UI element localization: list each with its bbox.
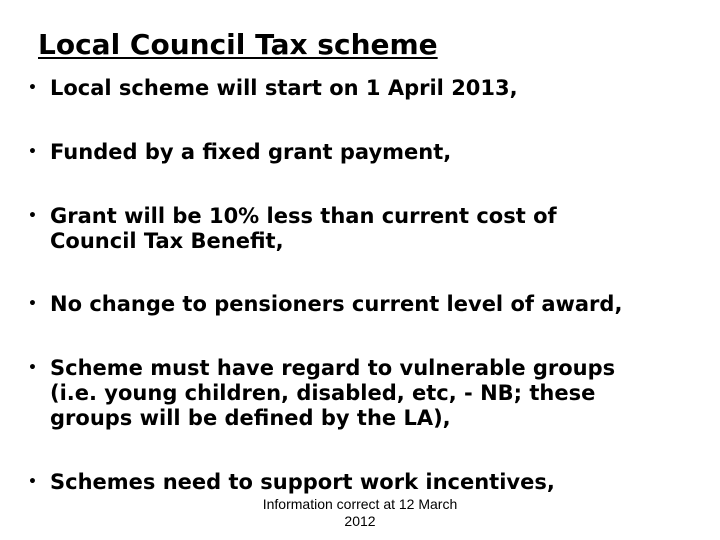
footer-note: [250, 496, 470, 530]
bullet-text: Scheme must have regard to vulnerable groups (i.e. young children, disabled, etc, - NB; these groups will be defined by the LA),: [50, 356, 616, 430]
bullet-item-vulnerable-groups: [28, 356, 708, 431]
bullet-dot-icon: •: [28, 144, 37, 160]
bullet-dot-icon: •: [28, 474, 37, 490]
slide-title: Local Council Tax scheme: [38, 28, 438, 61]
bullet-dot-icon: •: [28, 208, 37, 224]
bullet-text: Schemes need to support work incentives,: [50, 470, 555, 494]
bullet-text: Local scheme will start on 1 April 2013,: [50, 76, 518, 100]
bullet-item-funding: [28, 140, 708, 165]
bullet-dot-icon: •: [28, 360, 37, 376]
bullet-item-start-date: [28, 76, 708, 101]
footer-line: Information correct at 12 March: [262, 496, 458, 512]
bullet-text: Funded by a fixed grant payment,: [50, 140, 452, 164]
bullet-item-work-incentives: [28, 470, 708, 495]
bullet-text: Grant will be 10% less than current cost of Council Tax Benefit,: [50, 204, 557, 253]
footer-line: 2012: [344, 513, 376, 529]
bullet-dot-icon: •: [28, 80, 37, 96]
bullet-item-grant-reduction: [28, 204, 708, 254]
bullet-text: No change to pensioners current level of award,: [50, 292, 623, 316]
bullet-dot-icon: •: [28, 296, 37, 312]
bullet-item-pensioners: [28, 292, 708, 317]
